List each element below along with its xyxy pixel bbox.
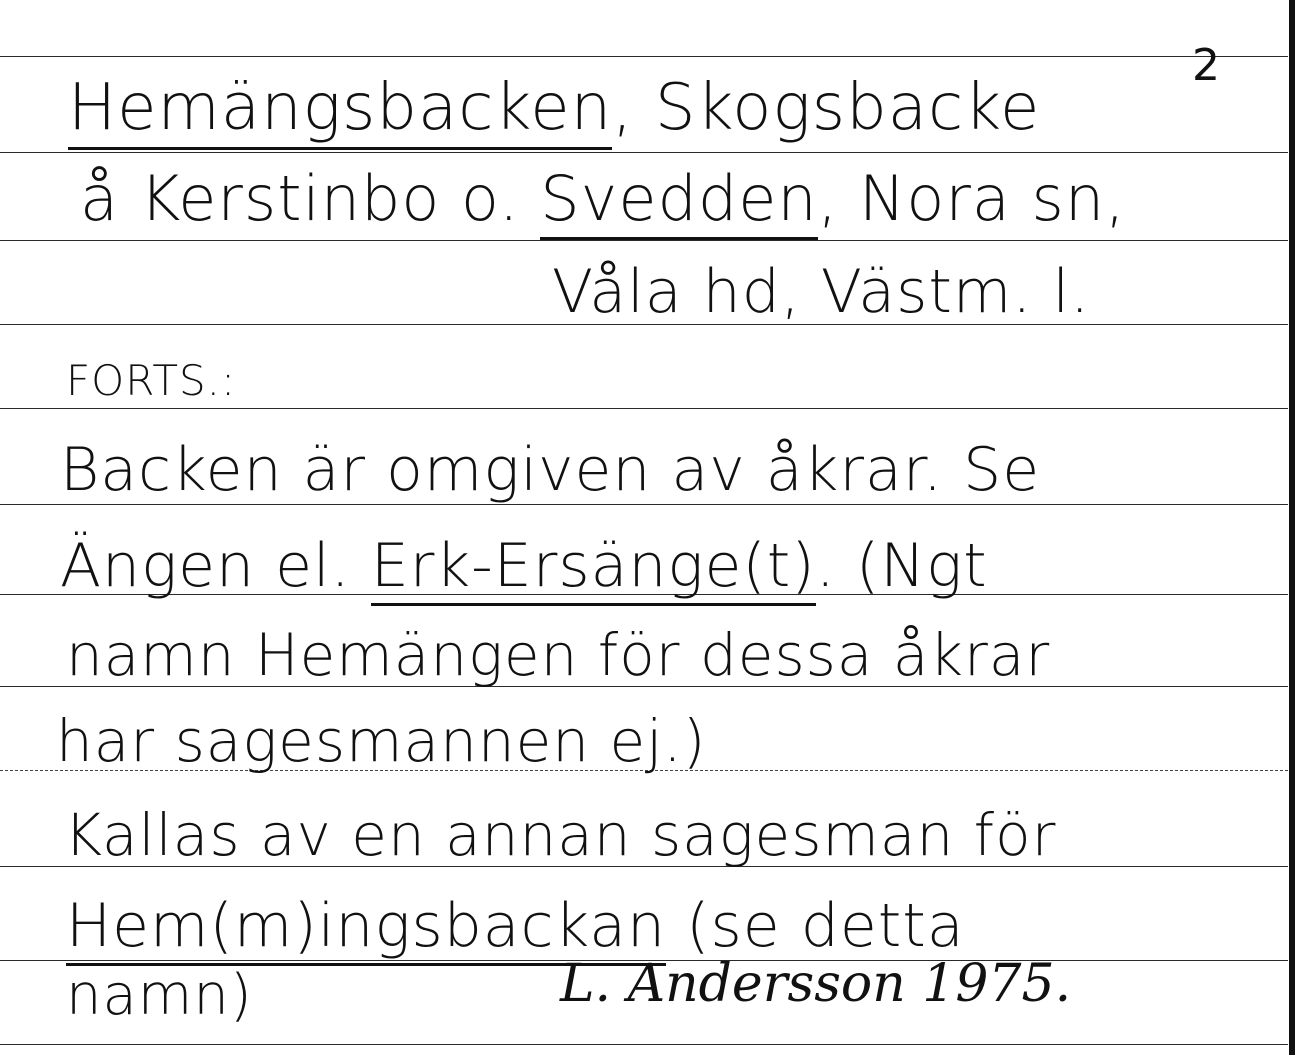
header-line-1 (68, 71, 1041, 145)
body-line-7: namn) (66, 963, 253, 1028)
signature: L. Andersson 1975. (560, 954, 1072, 1014)
ruled-line (0, 1044, 1288, 1045)
header-line-2 (80, 162, 1126, 235)
body-line-2-prefix: Ängen el. (60, 531, 371, 601)
body-line-6 (66, 891, 965, 961)
body-line-1: Backen är omgiven av åkrar. Se (60, 435, 1041, 505)
ruled-line (0, 408, 1288, 409)
card-edge (1289, 0, 1295, 1055)
body-line-3: namn Hemängen för dessa åkrar (66, 621, 1051, 689)
body-line-2 (60, 531, 988, 601)
place-name-skogsbacke: , Skogsbacke (612, 71, 1041, 145)
header-line-3: Våla hd, Västm. l. (552, 257, 1091, 327)
place-name-hemangsbacken: Hemängsbacken (68, 71, 612, 150)
ruled-line (0, 152, 1288, 153)
body-line-6-rest: (se detta (666, 891, 965, 961)
header-line-2-rest: , Nora sn, (817, 162, 1126, 235)
page-number: 2 (1192, 40, 1220, 91)
place-name-svedden: Svedden (540, 162, 817, 240)
header-line-2-prefix: å Kerstinbo o. (80, 162, 541, 235)
body-line-5: Kallas av en annan sagesman för (64, 801, 1057, 869)
ruled-line (0, 240, 1288, 241)
place-name-hemmingsbackan: Hem(m)ingsbackan (66, 891, 666, 966)
body-line-4: har sagesmannen ej.) (56, 707, 707, 775)
place-name-erk-ersanget: Erk-Ersänge(t) (371, 531, 816, 606)
forts-label: FORTS.: (66, 356, 237, 405)
ruled-line (0, 56, 1288, 57)
body-line-2-rest: . (Ngt (815, 531, 988, 601)
